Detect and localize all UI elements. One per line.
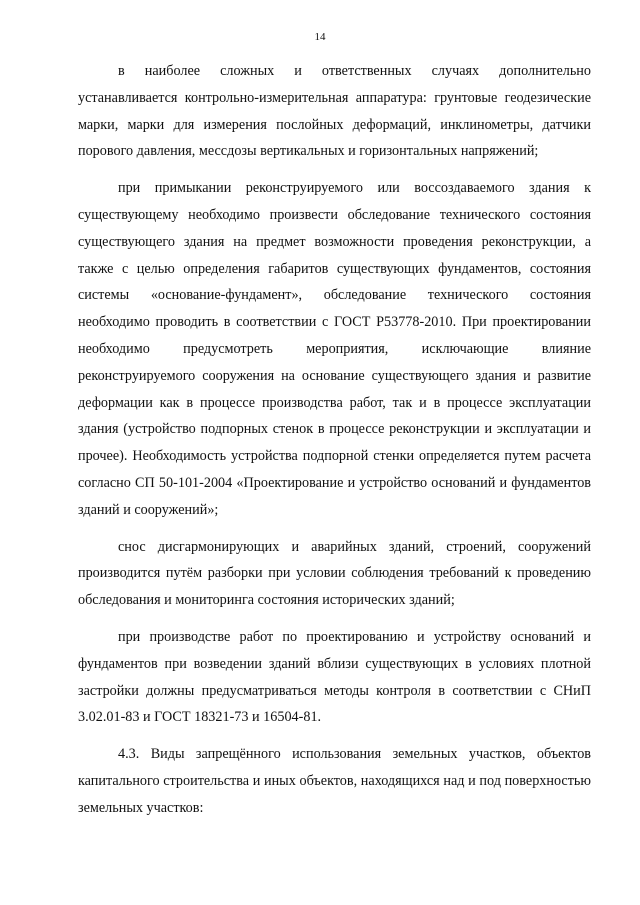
paragraph-adjacent-building-survey: при примыкании реконструируемого или воссоздаваемого здания к существующему необходимо произвести обследование технического состояния существующего здания на предмет возможности проведения реконструкции, а также с целью определения габаритов существующих фундаментов, состояния системы «основание-фундамент», обследование технического состояния необходимо проводить в соответствии с ГОСТ Р53778-2010. При проектировании необходимо предусмотреть мероприятия, исключающие влияние реконструируемого сооружения на основание существующего здания и развитие деформации как в процессе производства работ, так и в процессе эксплуатации здания (устройство подпорных стенок в процессе реконструкции и эксплуатации и прочее). Необходимость устройства подпорной стенки определяется путем расчета согласно СП 50-101-2004 «Проектирование и устройство оснований и фундаментов зданий и сооружений»;: [78, 180, 591, 518]
paragraph-foundation-control: при производстве работ по проектированию и устройству оснований и фундаментов при возведении зданий вблизи существующих в условиях плотной застройки должны предусматриваться методы контроля в соответствии с СНиП 3.02.01-83 и ГОСТ 18321-73 и 16504-81.: [78, 628, 591, 726]
paragraph-section-4-3: 4.3. Виды запрещённого использования земельных участков, объектов капитального строительства и иных объектов, находящихся над и под поверхностью земельных участков:: [78, 746, 591, 816]
paragraph-instrumentation: в наиболее сложных и ответственных случаях дополнительно устанавливается контрольно-измерительная аппаратура: грунтовые геодезические марки, марки для измерения послойных деформаций, инклинометры, датчики порового давления, мессдозы вертикальных и горизонтальных напряжений;: [78, 63, 591, 160]
document-body: [78, 58, 591, 822]
paragraph-demolition: снос дисгармонирующих и аварийных зданий, строений, сооружений производится путём разборки при условии соблюдения требований к проведению обследования и мониторинга состояния исторических зданий;: [78, 538, 591, 609]
page-number: 14: [314, 31, 326, 43]
